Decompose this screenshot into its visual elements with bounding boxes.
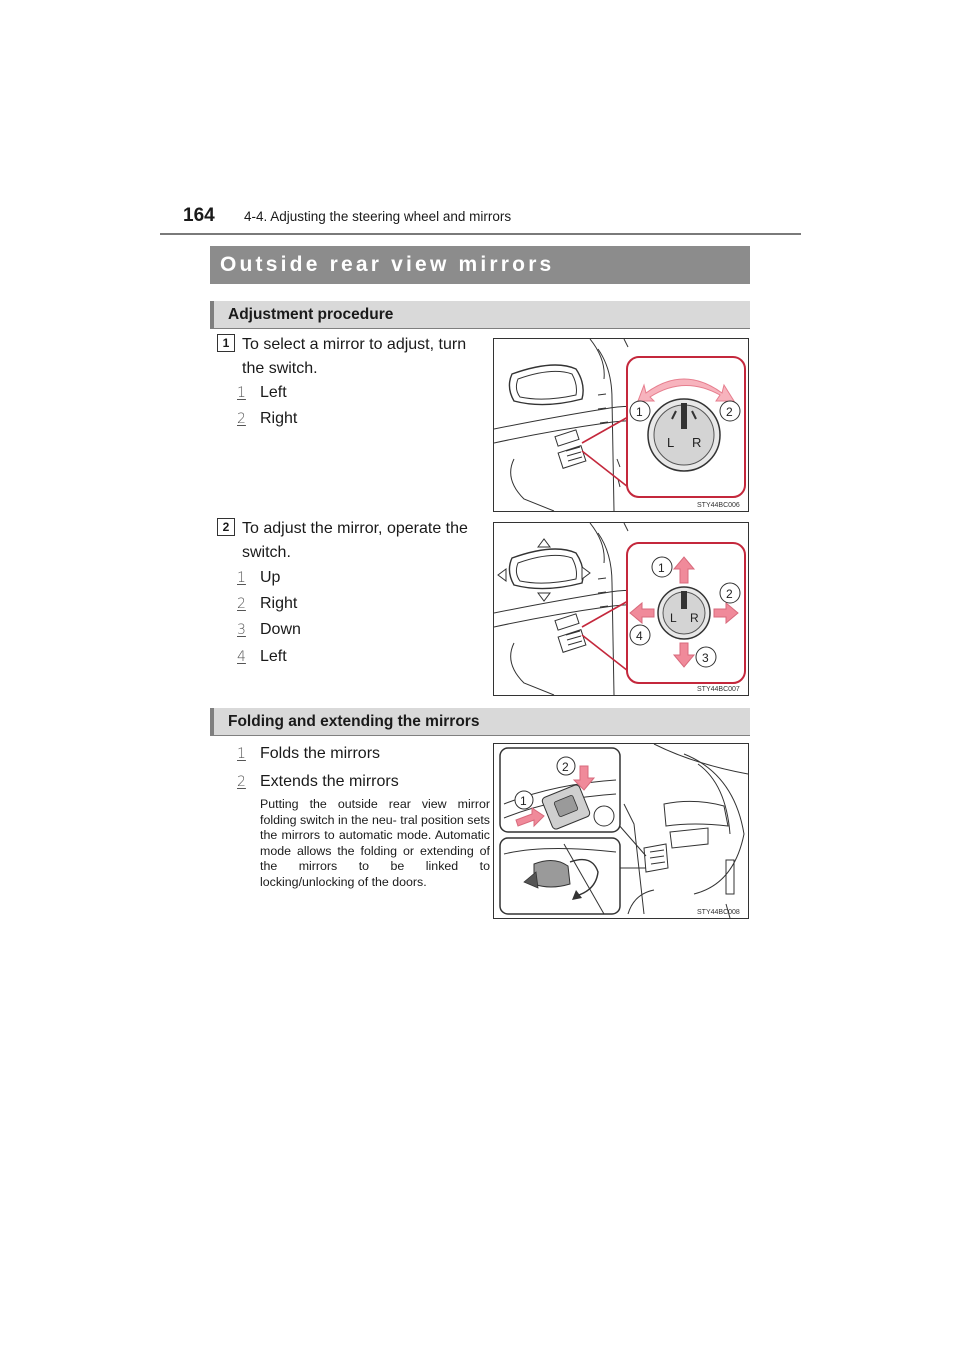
folding-item-num-2: 2 xyxy=(237,774,246,790)
folding-item-folds: Folds the mirrors xyxy=(260,745,381,762)
figure-3-callout-2: 2 xyxy=(562,760,569,774)
step-1-item-num-1: 1 xyxy=(237,385,246,401)
figure-fold-mirror xyxy=(493,743,749,919)
figure-2-callout-4: 4 xyxy=(636,629,643,643)
section-title: Outside rear view mirrors xyxy=(210,246,750,284)
figure-1-letter-l: L xyxy=(667,435,675,450)
step-2-item-num-4: 4 xyxy=(237,649,246,665)
header-rule xyxy=(160,233,801,235)
figure-2-letter-l: L xyxy=(670,611,677,625)
running-header: 4-4. Adjusting the steering wheel and mirrors xyxy=(244,209,512,224)
figure-2-callout-2: 2 xyxy=(726,587,733,601)
page-number: 164 xyxy=(183,205,215,226)
step-2-item-left: Left xyxy=(260,648,287,665)
step-2-item-num-1: 1 xyxy=(237,570,246,586)
step-2-text: To adjust the mirror, operate the switch. xyxy=(242,520,468,561)
step-2-item-up: Up xyxy=(260,569,281,586)
figure-1-code: STY44BC006 xyxy=(697,502,740,509)
figure-select-mirror xyxy=(493,338,749,512)
subsection-adjustment-heading: Adjustment procedure xyxy=(210,301,750,329)
folding-item-num-1: 1 xyxy=(237,746,246,762)
figure-2-callout-3: 3 xyxy=(702,651,709,665)
subsection-folding-heading: Folding and extending the mirrors xyxy=(210,708,750,736)
figure-2-callout-1: 1 xyxy=(658,561,665,575)
step-1-item-right: Right xyxy=(260,410,298,427)
figure-1-letter-r: R xyxy=(692,435,702,450)
figure-3-code: STY44BC008 xyxy=(697,909,740,916)
step-2-item-num-3: 3 xyxy=(237,622,246,638)
step-2-item-right: Right xyxy=(260,595,298,612)
step-2-item-num-2: 2 xyxy=(237,596,246,612)
figure-2-code: STY44BC007 xyxy=(697,686,740,693)
step-1-item-num-2: 2 xyxy=(237,411,246,427)
step-1-text: To select a mirror to adjust, turn the switch. xyxy=(242,336,467,377)
step-badge-2: 2 xyxy=(217,518,235,536)
folding-item-extends: Extends the mirrors xyxy=(260,773,399,790)
step-badge-1: 1 xyxy=(217,334,235,352)
figure-adjust-mirror xyxy=(493,522,749,696)
step-1-item-left: Left xyxy=(260,384,287,401)
figure-2-letter-r: R xyxy=(690,611,699,625)
figure-1-callout-2: 2 xyxy=(726,405,733,419)
folding-note: Putting the outside rear view mirror folding switch in the neu- tral position sets the mirrors to automatic mode. Automatic mode allows the folding or extending of the mirrors to be linked to locking/unlocking of the doors. xyxy=(260,797,490,889)
figure-1-callout-1: 1 xyxy=(636,405,643,419)
step-2-item-down: Down xyxy=(260,621,301,638)
figure-3-callout-1: 1 xyxy=(520,794,527,808)
